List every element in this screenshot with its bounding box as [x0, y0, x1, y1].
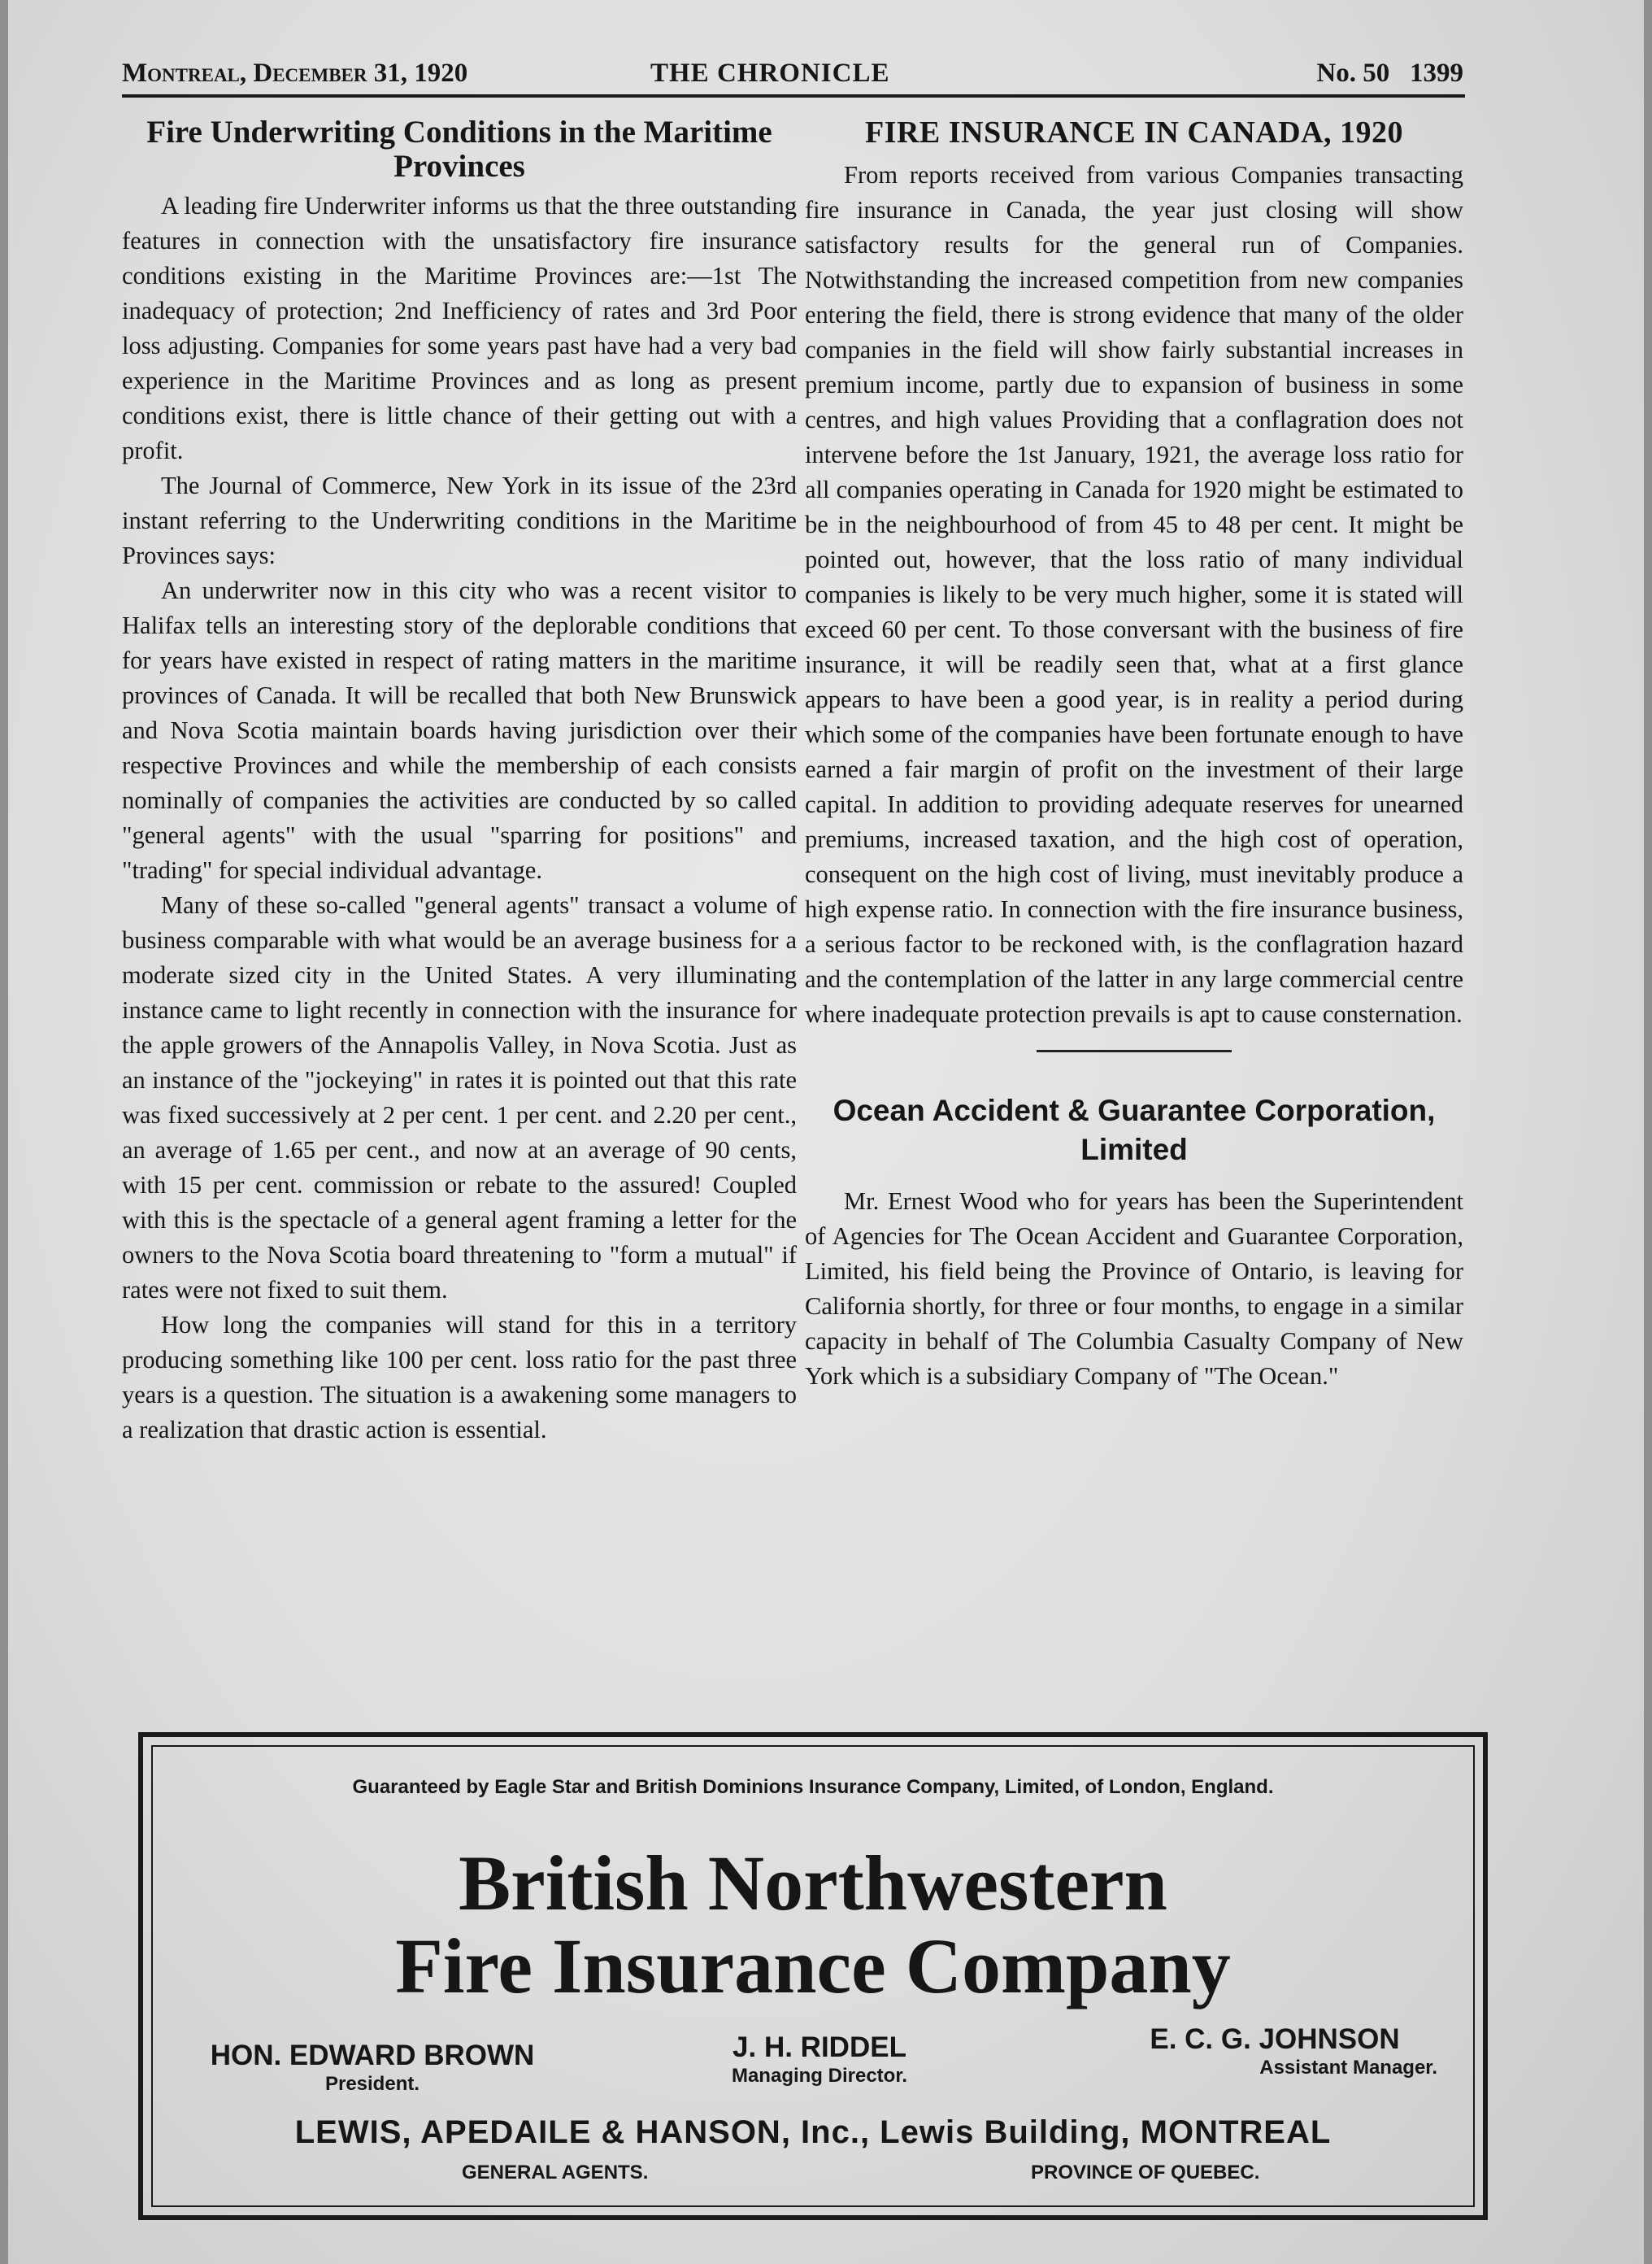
article-title-ocean-accident: Ocean Accident & Guarantee Corporation, Limited — [833, 1094, 1436, 1166]
paragraph: A leading fire Underwriter informs us that the three outstanding features in connection with the unsatisfactory fire insurance conditions existing in the Maritime Provinces are:—1st The inadequacy of protection; 2nd Inefficiency of rates and 3rd Poor loss adjusting. Companies for some years past have had a very bad experience in the Maritime Provinces and as long as present conditions exist, there is little chance of their getting out with a profit. — [122, 192, 797, 464]
ad-agents-label: GENERAL AGENTS. — [462, 2162, 649, 2183]
paragraph: Many of these so-called "general agents" transact a volume of business comparable with what would be an average business for a moderate sized city in the United States. A very illuminating instance came to light recently in connection with the insurance for the apple growers of the Annapolis Valley, in Nova Scotia. Just as an instance of the "jockeying" in rates it is pointed out that this rate was fixed successively at 2 per cent. 1 per cent. and 2.20 per cent., an average of 1.65 per cent., and now at an average of 90 cents, with 15 per cent. commission or rebate to the assured! Coupled with this is the spectacle of a general agent framing a letter for the owners to the Nova Scotia board threatening to "form a mutual" if rates were not fixed to suit them. — [122, 891, 797, 1304]
issue-number: No. 50 — [1316, 59, 1390, 88]
page-number: 1399 — [1410, 59, 1463, 88]
officer-name: E. C. G. JOHNSON — [1150, 2023, 1400, 2055]
paragraph: How long the companies will stand for this in a territory producing something like 100 per cent. loss ratio for the past three years is a question. The situation is a awakening some managers to a realization that drastic action is essential. — [122, 1311, 797, 1443]
publication-name: THE CHRONICLE — [650, 59, 890, 88]
header-rule — [122, 94, 1465, 98]
article-title-fire-insurance: FIRE INSURANCE IN CANADA, 1920 — [864, 115, 1404, 150]
ad-company-name-line1: British Northwestern — [459, 1840, 1167, 1927]
ad-guarantee-line: Guaranteed by Eagle Star and British Dominions Insurance Company, Limited, of London, England. — [352, 1776, 1274, 1798]
ad-province-label: PROVINCE OF QUEBEC. — [1031, 2162, 1260, 2183]
ad-company-name-line2: Fire Insurance Company — [395, 1922, 1231, 2009]
paragraph: An underwriter now in this city who was a recent visitor to Halifax tells an interesting story of the deplorable conditions that for years have existed in respect of rating matters in the maritime provinces of Canada. It will be recalled that both New Brunswick and Nova Scotia maintain boards having jurisdiction over their respective Provinces and while the membership of each consists nominally of companies the activities are conducted by so called "general agents" with the usual "sparring for positions" and "trading" for special individual advantage. — [122, 577, 797, 884]
dateline: Montreal, December 31, 1920 — [122, 59, 468, 88]
left-column — [122, 115, 797, 1448]
ad-officer — [673, 2031, 966, 2088]
paragraph: Mr. Ernest Wood who for years has been the Superintendent of Agencies for The Ocean Accident and Guarantee Corporation, Limited, his field being the Province of Ontario, is leaving for California shortly, for three or four months, to engage in a similar capacity in behalf of The Columbia Casualty Company of New York which is a subsidiary Company of "The Ocean." — [805, 1187, 1463, 1390]
officer-title: Assistant Manager. — [1259, 2057, 1437, 2079]
officer-title: President. — [324, 2073, 420, 2095]
right-column — [805, 115, 1463, 1394]
ad-agents-line: LEWIS, APEDAILE & HANSON, Inc., Lewis Building, MONTREAL — [294, 2114, 1332, 2150]
page-header — [114, 54, 1463, 99]
article-title-maritime: Fire Underwriting Conditions in the Maritime Provinces — [146, 115, 772, 184]
newspaper-page — [8, 0, 1644, 2264]
paragraph: The Journal of Commerce, New York in its issue of the 23rd instant referring to the Underwriting conditions in the Maritime Provinces says: — [122, 472, 797, 569]
officer-title: Managing Director. — [731, 2065, 908, 2087]
paragraph: From reports received from various Companies transacting fire insurance in Canada, the year just closing will show satisfactory results for the general run of Companies. Notwithstanding the increased competition from new companies entering the field, there is strong evidence that many of the older companies in the field will show fairly substantial increases in premium income, partly due to expansion of business in some centres, and high values Providing that a conflagration does not intervene before the 1st January, 1921, the average loss ratio for all companies operating in Canada for 1920 might be estimated to be in the neighbourhood of from 45 to 48 per cent. It might be pointed out, however, that the loss ratio of many individual companies is likely to be very much higher, some it is stated will exceed 60 per cent. To those conversant with the business of fire insurance, it will be readily seen that, what at a first glance appears to have been a good year, is in reality a period during which some of the companies have been fortunate enough to have earned a fair margin of profit on the investment of their large capital. In addition to providing adequate reserves for unearned premiums, increased taxation, and the high cost of operation, consequent on the high cost of living, must inevitably produce a high expense ratio. In connection with the fire insurance business, a serious factor to be reckoned with, is the conflagration hazard and the contemplation of the latter in any large commercial centre where inadequate protection prevails is apt to cause consternation. — [805, 161, 1463, 1028]
ad-officer — [202, 2040, 543, 2096]
officer-name: J. H. RIDDEL — [733, 2031, 906, 2063]
officer-name: HON. EDWARD BROWN — [210, 2040, 535, 2071]
advertisement-box — [138, 1732, 1488, 2220]
ad-officer — [1096, 2023, 1454, 2080]
section-divider — [1037, 1050, 1232, 1052]
issue-page — [1316, 59, 1463, 89]
advertisement-inner-border — [151, 1745, 1475, 2207]
